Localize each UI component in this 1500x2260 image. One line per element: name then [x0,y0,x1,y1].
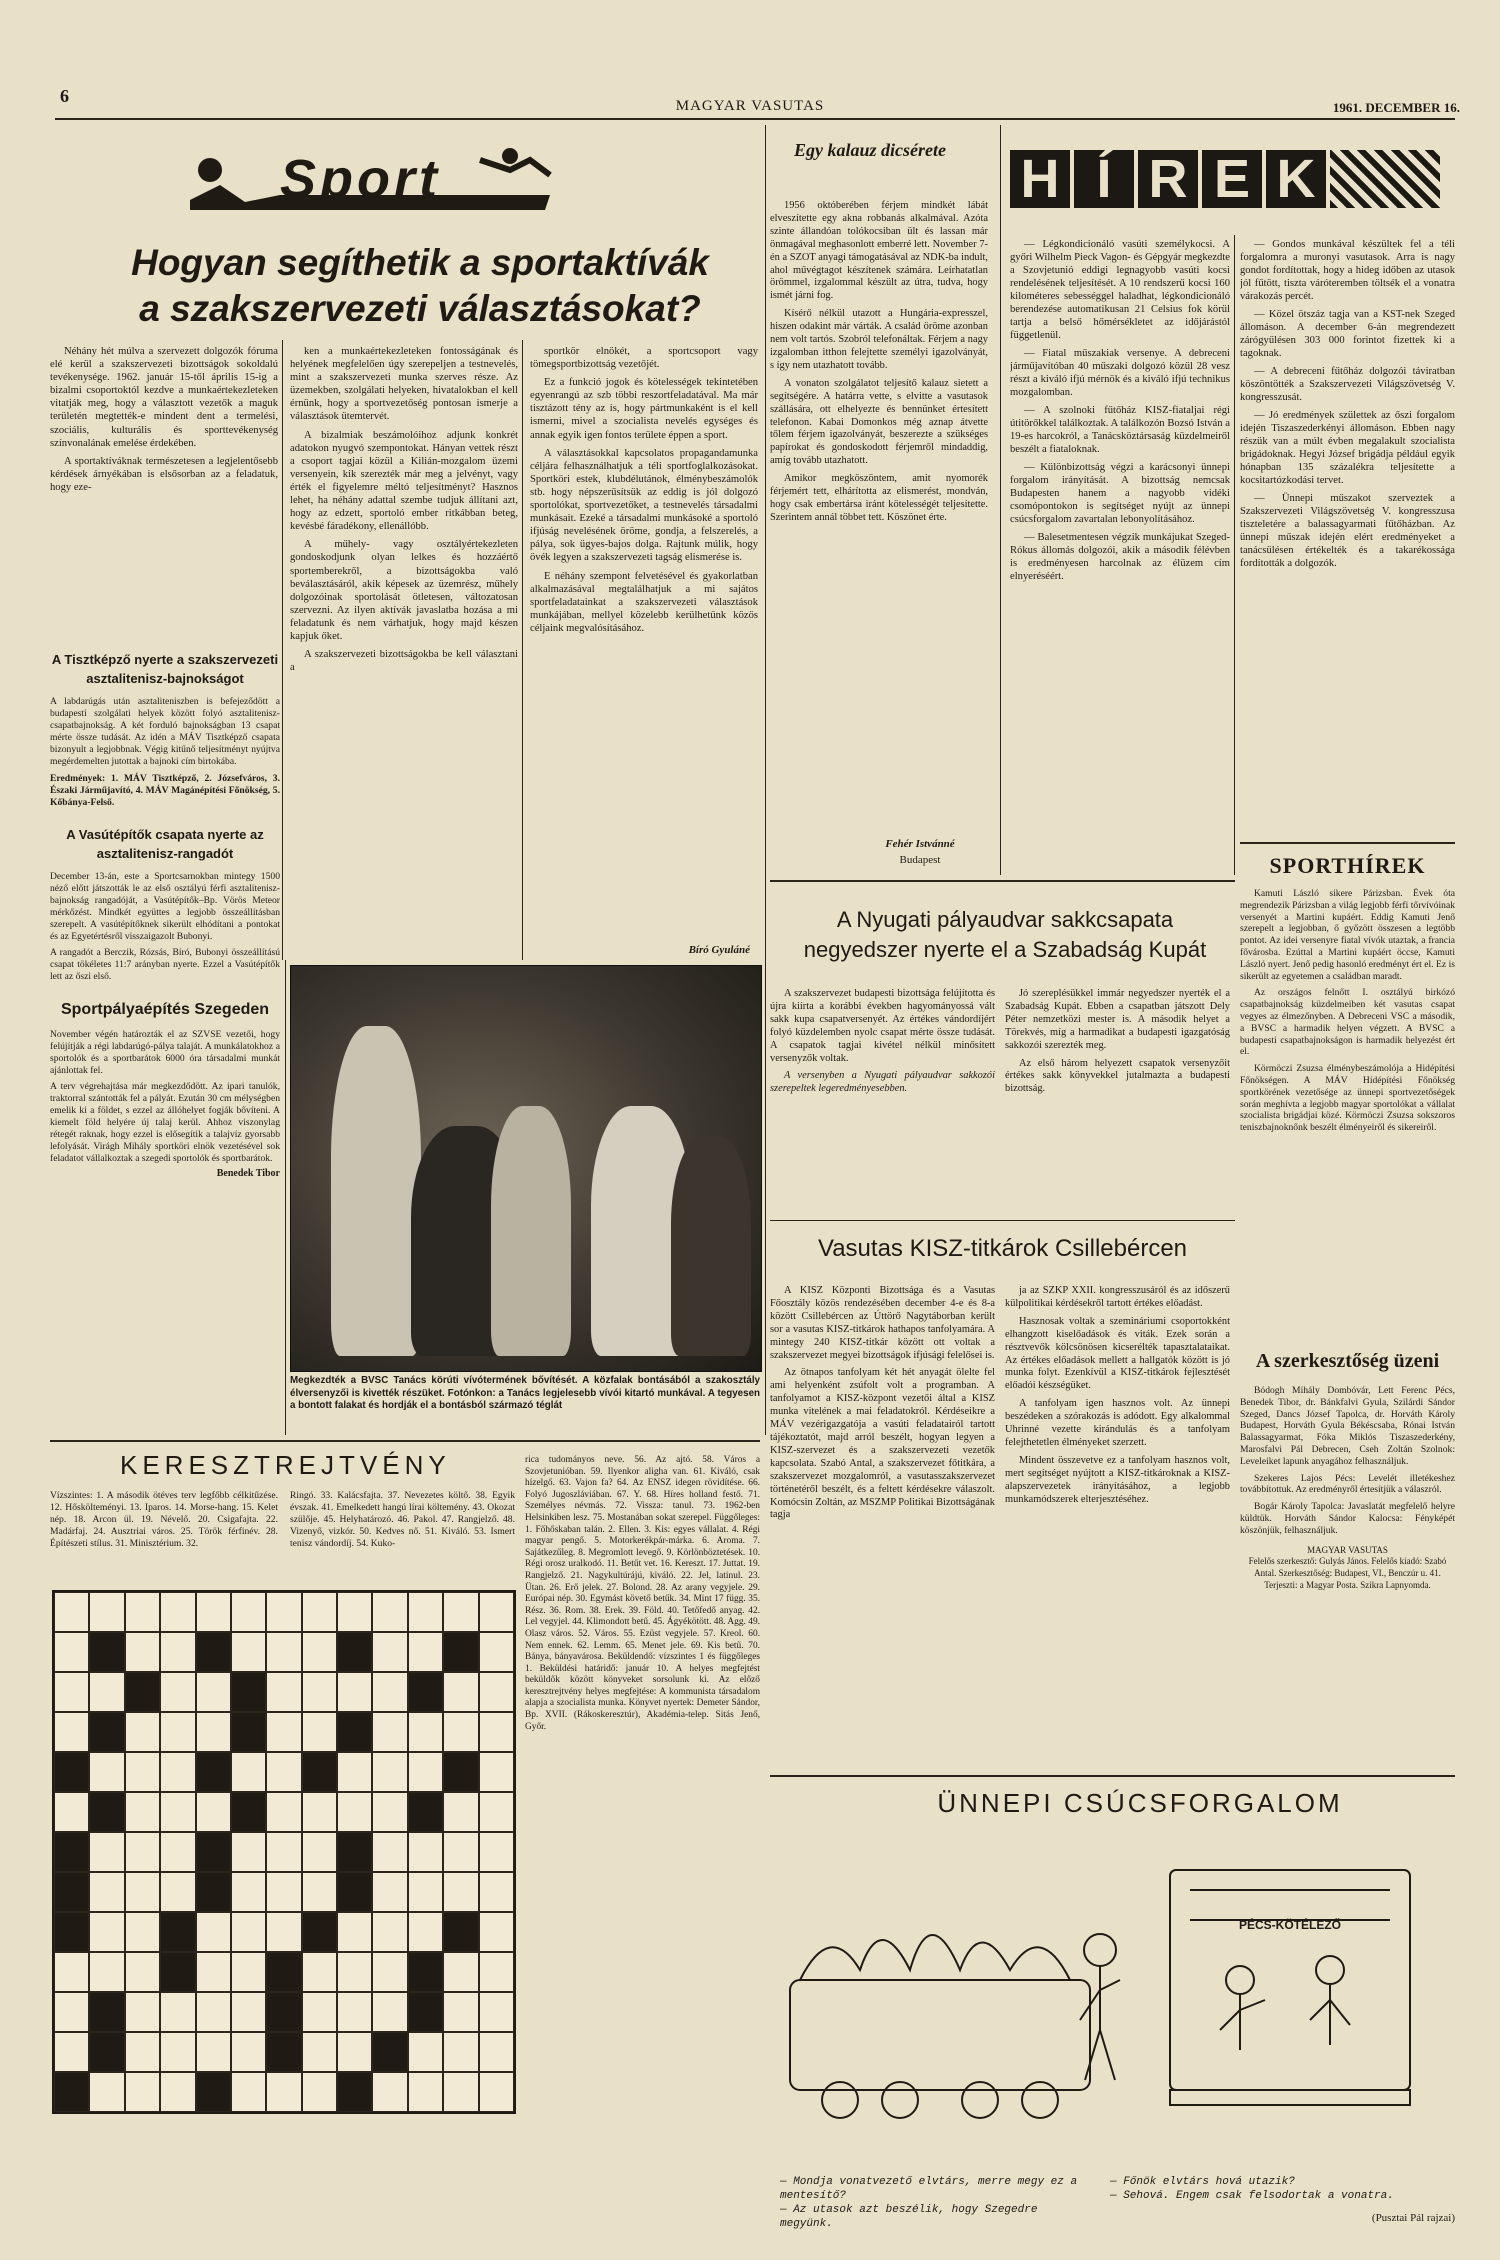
crossword-cell [196,1992,231,2032]
kisz-para: Hasznosak voltak a szemináriumi csoportokként elhangzott kiselőadások és viták. Ezek során a résztvevők kölcsönösen kicserélték tapasztalataikat. Az értékes előadások mellett a hallgatók között is jó munka folyt. Ezenkívül a KISZ-titkárok fejlesztését előadói készségüket. [1005,1315,1230,1392]
crossword-cell [408,1992,443,2032]
crossword-cell [160,1672,195,1712]
kisz-para: ja az SZKP XXII. kongresszusáról és az időszerű külpolitikai kérdésekről tartott értékes előadást. [1005,1285,1230,1309]
crossword-cell [196,1592,231,1632]
hirek-col-b [1240,238,1455,838]
crossword-cell [443,1752,478,1792]
sport-article-col3 [530,345,758,940]
crossword-cell [89,1832,124,1872]
crossword-cell [408,2072,443,2112]
chess-rule [770,880,1235,882]
crossword-cell [231,1672,266,1712]
crossword-cell [372,1592,407,1632]
crossword-cell [125,2032,160,2072]
hirek-item: — Balesetmentesen végzik munkájukat Szeged-Rókus állomás dolgozói, akik a második félévben is eredményesen harcolnak az élüzem cím elnyeréséért. [1010,532,1230,582]
crossword-cell [160,1912,195,1952]
crossword-cell [337,1872,372,1912]
crossword-cell [89,1792,124,1832]
crossword-cell [160,1792,195,1832]
crossword-cell [302,1752,337,1792]
kisz-para: A KISZ Központi Bizottsága és a Vasutas Főosztály közös rendezésében december 4-e és 8-a között Csillebércen az Úttörő Nagytáborban került sor a vasutas KISZ-titkárok hathapos tanfolyamára. A mintegy 240 KISZ-titkár között ott voltak a szakszervezet megyei bizottságok ifjúsági felelősei is. [770,1285,995,1361]
crossword-cell [443,1712,478,1752]
col-rule [1234,235,1235,875]
editor-para: Bogár Károly Tapolca: Javaslatát megfelelő helyre küldtük. Horváth Sándor Kalocsa: Fényképét köszönjük, felhasználjuk. [1240,1501,1455,1536]
photo-caption: Megkezdték a BVSC Tanács körúti vívótermének bővítését. A közfalak bontásából a szakosztály élversenyzői is kivették részüket. Fotónkon: a Tanács legjelesebb vívói kitartó munkával. A tegyesen a bontott falakat és hordják el a bontásból származó téglát [290,1375,760,1411]
crossword-cell [302,1912,337,1952]
cartoon-title: ÜNNEPI CSÚCSFORGALOM [937,1788,1343,1818]
hirek-item: — A szolnoki fűtőház KISZ-fiataljai régi útitörőkkel találkoztak. A találkozón Bozsó István a 19-es harcokról, a Tanácsköztársaság küzdelmeiről beszélt a fiataloknak. [1010,405,1230,455]
crossword-cell [266,1592,301,1632]
tisztkepzo-results: Eredmények: 1. MÁV Tisztképző, 2. Józsefváros, 3. Északi Járműjavító, 4. MÁV Magánépítési Főnökség, 5. Kőbánya-Felső. [50,773,280,808]
crossword-cell [479,1872,514,1912]
hirek-item: — Fiatal műszakiak versenye. A debreceni járműjavítóban 40 műszaki dolgozó közül 28 vesz részt a kiváló ifjú mérnök és a kiváló ifjú technikus mozgalomban. [1010,348,1230,398]
crossword-cell [408,1632,443,1672]
crossword-cell [231,1752,266,1792]
cartoon-caption-1 [780,2175,1090,2231]
crossword-cell [54,1872,89,1912]
praise-place: Budapest [899,854,941,866]
crossword-cell [160,2032,195,2072]
crossword-cell [54,1752,89,1792]
crossword-cell [196,1832,231,1872]
crossword-cell [125,1792,160,1832]
editor-para: Szekeres Lajos Pécs: Levelét illetékeshez továbbítottuk. Az eredményről értesítjük a válaszról. [1240,1472,1455,1496]
crossword-cell [372,1712,407,1752]
crossword-cell [160,1752,195,1792]
crossword-cell [196,1792,231,1832]
praise-article [770,200,988,835]
crossword-cell [266,1912,301,1952]
crossword-cell [196,2072,231,2112]
crossword-cell [266,2032,301,2072]
crossword-cell [372,1752,407,1792]
crossword-cell [266,1632,301,1672]
crossword-cell [89,2072,124,2112]
crossword-cell [196,1752,231,1792]
crossword-cell [408,1712,443,1752]
left-articles [50,640,280,1540]
crossword-cell [125,1592,160,1632]
crossword-cell [54,1672,89,1712]
crossword-cell [479,2072,514,2112]
crossword-cell [54,1912,89,1952]
kisz-para: Az ötnapos tanfolyam két hét anyagát ölelte fel ami helyenként zsúfolt volt a programban. A tanfolyamot a KISZ-központ vezetői által a KISZ munka vitelének a mai feladatokról. Kérdéseikre a MÁV vezérigazgatója a vasúti feladatairól tartott tájékoztatót, majd arról beszélt, hogyan legyen a KISZ-szervezet és a szakszervezeti vezetők kapcsolata. Szabó Antal, a szakszervezet főtitkára, a szakszervezet mozgalomról, a vasutasszakszervezet történetéről beszélt, és a feltett kérdésekre válaszolt. Komócsin Zoltán, az MSZMP Politikai Bizottságának tagja [770,1367,995,1521]
crossword-cell [337,1672,372,1712]
crossword-cell [372,1632,407,1672]
sport-para: A szakszervezeti bizottságokba be kell választani a [290,649,518,674]
sport-article-col1 [50,345,278,630]
editor-title: A szerkesztőség üzeni [1255,1350,1440,1372]
crossword-cell [479,1792,514,1832]
col-rule [765,125,766,1435]
crossword-clues-right: rica tudományos neve. 56. Az ajtó. 58. Város a Szovjetunióban. 59. Ilyenkor aligha van. 61. Kiváló, csak hízelgő. 63. Vajon fa? 64. Az ENSZ idegen rövidítése. 66. Folyó Jugoszláviában. 67. Y. 68. Híres holland festő. 71. Személyes névmás. 72. Vissza: tanul. 73. 1962-ben Helsinkiben lesz. 75. Mostanában sokat szerepel. Függőleges: 1. Főhőskaban talán. 2. Ellen. 3. Kis: egyes vállalat. 4. Régi magyar pengő. 5. Motorkerékpár-márka. 6. Aroma. 7. Sajátkezűleg. 8. Megromlott levegő. 9. Körlönböztetések. 10. Régi orosz uralkodó. 11. Betűt vet. 16. Kereszt. 17. Juttat. 19. Rangjelző. 21. Nagykultúrájú, kiváló. 22. Jel, latinul. 23. Ütan. 26. Erő jelek. 27. Bolond. 28. Az arany vegyjele. 29. Európai nép. 30. Egymást követő betűk. 34. Mint 17 függ. 35. Rész. 36. Rom. 38. Erek. 39. Föld. 40. Tetőfedő anyag. 42. Lel vegyjel. 44. Klimondott betű. 45. Ágyékötött. 48. Agg. 49. Olasz város. 52. Város. 55. Ezüst vegyjele. 57. Kreol. 60. Nem ennek. 62. Lemm. 65. Menet jele. 69. Kis betű. 70. Bánya, bányavárosa. Beküldendő: vízszintes 1 és függőleges 1. Beküldési határidő: január 10. A helyes megfejtést beküldők között könyveket sorsolunk ki. Az előző keresztrejtvény helyes megfejtése: A kommunista társadalom alapja a szocialista munka. Könyvet nyertek: Demeter Sándor, Bp. XVII. (Rákoskeresztúr), Akadémia-telep. Sitás Jenő, Győr. [525,1455,760,1732]
crossword-cell [337,1632,372,1672]
crossword-cell [125,1632,160,1672]
tisztkepzo-title: A Tisztképző nyerte a szakszervezeti asztalitenisz-bajnokságot [51,652,279,686]
crossword-cell [89,1992,124,2032]
crossword-cell [231,1592,266,1632]
cartoon-sign: PÉCS-KÖTÉLEZŐ [1238,1918,1341,1932]
chess-para: A versenyben a Nyugati pályaudvar sakkozói szerepeltek legeredményesebben. [770,1070,995,1095]
bvsc-photo [290,965,762,1372]
crossword-cell [372,1992,407,2032]
crossword-cell [266,2072,301,2112]
crossword-cell [443,2072,478,2112]
crossword-cell [408,1672,443,1712]
chess-headline: A Nyugati pályaudvar sakkcsapata negyedszer nyerte el a Szabadság Kupát [803,907,1207,962]
crossword-cell [337,1592,372,1632]
hirek-letter: Í [1074,150,1134,208]
crossword-cell [372,1672,407,1712]
crossword-cell [479,1952,514,1992]
crossword-cell [125,1752,160,1792]
crossword-cell [302,2072,337,2112]
crossword-cell [266,1672,301,1712]
crossword-cell [196,2032,231,2072]
crossword-cell [231,1952,266,1992]
crossword-cell [372,1952,407,1992]
crossword-cell [337,1792,372,1832]
crossword-cell [443,1832,478,1872]
cartoon-credit: (Pusztai Pál rajzai) [1371,2212,1455,2224]
sporthirek-title: SPORTHÍREK [1269,853,1426,878]
chess-para: Az első három helyezett csapatok versenyzőit értékes sakk könyvekkel jutalmazta a budapesti bizottság. [1005,1057,1230,1095]
crossword-cell [479,1992,514,2032]
crossword-cell [89,1672,124,1712]
crossword-cell [196,1952,231,1992]
crossword-cell [443,1912,478,1952]
crossword-cell [337,1992,372,2032]
crossword-cell [231,1992,266,2032]
crossword-cell [125,1712,160,1752]
crossword-cell [443,1632,478,1672]
crossword-cell [160,1992,195,2032]
crossword-cell [266,1952,301,1992]
crossword-cell [89,1592,124,1632]
crossword-cell [54,1592,89,1632]
crossword-cell [302,1592,337,1632]
chess-para: A szakszervezet budapesti bizottsága felújította és újra kiírta a korábbi években hagyományossá vált sakk kupa csapatversenyét. Az értékes vándordíjért folyó küzdelemben nyolc csapat mérte össze tudását. A csapatok tagjai kivétel nélkül minősített versenyzők voltak. [770,988,995,1064]
crossword-cell [479,2032,514,2072]
hirek-pattern [1330,150,1440,208]
crossword-cell [302,1792,337,1832]
sport-article-col2 [290,345,518,960]
tisztkepzo-text: A labdarúgás után asztaliteniszben is befejeződött a budapesti szolgálati helyek között folyó asztalitenisz-csapatbajnokság. A két forduló bajnokságban 13 csapat mérte össze tudását. Az idén a MÁV Tisztképző csapata bizonyult a legjobbnak. Végig kitűnő teljesítményt nyújtva megérdemelten jutottak a bajnoki cím birtokába. [50,696,280,767]
chess-para: Jó szereplésükkel immár negyedszer nyerték el a Szabadság Kupát. Ebben a csapatban játszott Dely Péter nemzetközi mester is. A második helyet a Törekvés, míg a harmadikat a budapesti igazgatóság sakkozói szerezték meg. [1005,988,1230,1051]
crossword-cell [160,1872,195,1912]
photo-figure [331,1026,421,1356]
crossword-cell [372,1792,407,1832]
hirek-item: — Jó eredmények születtek az őszi forgalom idején Tiszaszederkényi állomáson. Ebben nagy részük van a múlt évben megalakult szocialista brigádoknak. Hegyi József brigádja például egyik hónapban 135 százalékra teljesítette a kocsitartózkodási tervet. [1240,410,1455,486]
sport-banner-text: Sport [280,149,441,209]
crossword-cell [231,1872,266,1912]
crossword-cell [408,1832,443,1872]
hirek-letter: R [1138,150,1198,208]
sport-banner [150,140,590,220]
kisz-col-a [770,1285,995,1765]
crossword-cell [479,1632,514,1672]
crossword-cell [160,1952,195,1992]
crossword-cell [231,1792,266,1832]
crossword-cell [54,2072,89,2112]
cartoon-drawing [770,1830,1455,2170]
crossword-cell [408,1872,443,1912]
crossword-cell [443,1592,478,1632]
hirek-item: — Különbizottság végzi a karácsonyi ünnepi forgalom irányítását. A bizottság nemcsak Budapesten hanem a nagyobb vidéki csomópontokon is segítséget nyújt az ünnepi csúcsforgalom zavartalan lebonyolításához. [1010,462,1230,525]
crossword-cell [160,1632,195,1672]
crossword-cell [408,2032,443,2072]
hirek-letter: K [1266,150,1326,208]
crossword-cell [337,2072,372,2112]
sport-para: sportkör elnökét, a sportcsoport vagy tömegsportbizottság vezetőjét. [530,346,758,371]
left-rule [285,960,286,1435]
crossword-cell [89,1912,124,1952]
praise-para: Amikor megköszöntem, amit nyomorék férjemért tett, elhárította az elismerést, mondván, hogy csak embertársa iránt kötelességét teljesítette. Szerintem annál többet tett. Köszönet érte. [770,473,988,523]
szeged-text: November végén határozták el az SZVSE vezetői, hogy felújítják a régi labdarúgó-pálya talaját. A munkálatokhoz a sportolók és a sportbarátok 6000 óra társadalmi munkát ajánlottak fel. [50,1029,280,1076]
crossword-cell [443,1872,478,1912]
crossword-cell [337,2032,372,2072]
crossword-rule [50,1440,760,1442]
hirek-item: — Gondos munkával készültek fel a téli forgalomra a muronyi vasutasok. Arra is nagy gondot fordítottak, hogy a hideg időben az utasok jól fűtött, tiszta váróteremben töltsék el a vonatra várakozás percét. [1240,239,1455,302]
sport-para: Néhány hét múlva a szervezett dolgozók fóruma elé kerül a szakszervezeti bizottságok sokoldalú tevékenysége. 1962. január 15-től április 15-ig a bizalmi csoportoktól kezdve a munkaértekezleteken vitatják meg, hogy a választott vezetők a maguk területén megtették-e mindent dent a termelési, szociális, kulturális és sporttevékenység színvonalának emelése érdekében. [50,346,278,449]
praise-title: Egy kalauz dicsérete [794,140,946,160]
crossword-cell [479,1592,514,1632]
hirek-letter: H [1010,150,1070,208]
sporthirek-item: Az országos felnőtt I. osztályú birkózó csapatbajnokság küzdelmeiben két vasutas csapat vegyes az élmezőnyben. A Debreceni VSC a második, a BVSC a harmadik helyen végzett. A BVSC a budapesti csapatbajnokságon is harmadik helyezést ért el. [1240,987,1455,1058]
crossword-cell [125,1952,160,1992]
crossword-cell [160,1712,195,1752]
cartoon-art [770,1830,1455,2170]
hirek-col-a [1010,238,1230,878]
crossword-cell [372,1832,407,1872]
kisz-rule [770,1220,1235,1221]
kisz-para: A tanfolyam igen hasznos volt. Az ünnepi beszédeken a szórakozás is adódott. Egy alkalommal Uhrinné vezette kirándulás és a tanfolyam felejthetetlen élményeket szerzett. [1005,1398,1230,1448]
crossword-cell [266,1712,301,1752]
hirek-item: — A debreceni fűtőház dolgozói táviratban köszöntötték a Szakszervezeti Világszövetség V. kongresszusát. [1240,366,1455,403]
crossword-cell [54,2032,89,2072]
szeged-text2: A terv végrehajtása már megkezdődött. Az ipari tanulók, traktorral szántották fel a pályát. Ezután 30 cm mélységben emelik ki a földet, s ezzel az állóhelyet fogják bővíteni. A kiemelt föld helyére új talaj kerül. Ahhoz viszonylag rétegét raknak, hogy ezzel is elősegítik a talajvíz gyorsabb lefolyását. Virágh Mihály sportköri elnök vezetésével sok feladatot vállalkoztak a szegedi sportolók és sportbarátok. [50,1081,280,1164]
crossword-cell [443,2032,478,2072]
crossword-cell [372,1872,407,1912]
crossword-cell [372,2072,407,2112]
crossword-cell [196,1712,231,1752]
crossword-cell [231,1632,266,1672]
sporthirek-rule [1240,842,1455,844]
crossword-cell [89,1632,124,1672]
crossword-cell [266,1752,301,1792]
crossword-cell [54,1632,89,1672]
sporthirek-item: Kamuti László sikere Párizsban. Évek óta megrendezik Párizsban a világ legjobb férfi tőrvívóinak versenyét a Martini kupáért. Eddig Kamuti Jenő szerepelt a legjobban, ő győzött összesen a legtöbb pontot. Az idei versenyre fiatal vívók utaztak, a francia fővárosba. Ezúttal a Martini kupáért öccse, Kamuti László nyert. Jenő pedig hasonló eredményt ért el. Ez is sikerült az egyetemen a családban maradt. [1240,888,1455,982]
crossword-cell [231,1712,266,1752]
szeged-author: Benedek Tibor [216,1168,280,1179]
crossword-cell [160,2072,195,2112]
crossword-cell [302,1872,337,1912]
cartoon-caption-2 [1110,2175,1455,2203]
vasutepitok-title: A Vasútépítők csapata nyerte az asztalitenisz-rangadót [66,827,264,861]
sport-author: Bíró Gyuláné [688,944,750,956]
cartoon-caption-line: — Mondja vonatvezető elvtárs, merre megy ez a mentesítő? [780,2176,1078,2202]
crossword-cell [231,1832,266,1872]
kisz-para: Mindent összevetve ez a tanfolyam hasznos volt, mert segítséget nyújtott a KISZ-titkároknak a KISZ-alapszervezetek irányításához, a legjobb munkamódszerek elterjesztéséhez. [1005,1454,1230,1505]
crossword-cell [125,2072,160,2112]
crossword-title: KERESZTREJTVÉNY [120,1450,451,1480]
crossword-cell [408,1912,443,1952]
crossword-cell [337,1832,372,1872]
crossword-cell [196,1872,231,1912]
crossword-cell [89,2032,124,2072]
praise-para: 1956 októberében férjem mindkét lábát elveszítette egy akna robbanás alkalmával. Azóta szinte állandóan tolókocsiban ült és lassan már önmagával meghasonlott emberré lett. November 7-én a SZOT anyagi támogatásával az NDK-ba indult, ahol művégtagot készítenek számára. Leírhatatlan örömmel, izgalommal készült az útra, tudva, hogy ismét járni fog. [770,200,988,302]
vasutepitok-text2: A rangadót a Berczik, Rózsás, Bíró, Bubonyi összeállítású csapat tökéletes 11:7 arányban nyerte. Ezzel a Vasútépítők lett az őszi első. [50,947,280,982]
sport-para: Ez a funkció jogok és kötelességek tekintetében egyenrangú az szb többi reszortfeladatával. Ma már tisztázott tény az is, hogy pártmunkaként is el kell ismerni, mivel a szocialista nevelés egységes és annak egyik igen fontos területe éppen a sport. [530,377,758,441]
crossword-cell [89,1952,124,1992]
crossword-cell [408,1952,443,1992]
cartoon-rule [770,1775,1455,1777]
crossword-cell [479,1912,514,1952]
crossword-cell [302,1992,337,2032]
crossword-cell [337,1712,372,1752]
sport-para: A bizalmiak beszámolóihoz adjunk konkrét adatokon nyugvó szempontokat. Hányan vettek részt a csoport tagjai közül a Kilián-mozgalom üzemi versenyein, kik szerezték már meg a jelvényt, vagy érték el figyelemre méltó teljesítményt? Hasznos lehet, ha néhány adattal szembe tudjuk állítani azt, hogy az edzett, sportoló ember ritkábban beteg, kevésbé fáradékony, ellenállóbb. [290,429,518,533]
hirek-item: — Légkondicionáló vasúti személykocsi. A győri Wilhelm Pieck Vagon- és Gépgyár megkezdte a Szovjetunió eddigi legnagyobb vasúti kocsi rendelésének teljesítését. A 10 rendszerű kocsi 160 kilométeres sebességgel haladhat, légkondicionáló berendezése automatikusan 21 Celsius fok körül tartja a belső hőmérsékletet az időjárástól függetlenül. [1010,239,1230,341]
sporthirek-items [1240,888,1455,1338]
crossword-cell [302,1672,337,1712]
col-rule [522,340,523,960]
chess-col-a [770,988,995,1238]
crossword-cell [54,1712,89,1752]
crossword-cell [443,1952,478,1992]
crossword-cell [54,1792,89,1832]
crossword-cell [89,1752,124,1792]
editor-text [1240,1385,1455,1725]
crossword-cell [231,2032,266,2072]
praise-para: Kísérő nélkül utazott a Hungária-expresszel, hiszen odakint már várták. A család öröme azonban nem volt tartós. Szobról telefonáltak. Férjem a nagy izgalomban itthon felejtette személyi igazolványát, s így nem utazhatott tovább. [770,308,988,371]
crossword-cell [302,1632,337,1672]
crossword-cell [266,1832,301,1872]
sport-para: A sportaktíváknak természetesen a legjelentősebb kérdések árnyékában is elsősorban az a feladatuk, hogy eze- [50,455,278,493]
cartoon-caption-line: — Sehová. Engem csak felsodortak a vonatra. [1110,2190,1394,2202]
cartoon-caption-line: — Főnök elvtárs hová utazik? [1110,2176,1295,2188]
crossword-cell [372,1912,407,1952]
crossword-cell [479,1832,514,1872]
sport-para: A műhely- vagy osztályértekezleten gondoskodjunk olyan lelkes és hozzáértő sportemberekről, a bizottságokba való beválasztásáról, akik képesek az üzemrész, műhely dolgozóinak sportolását ötletesen, változatosan szervezni. Az ilyen aktívák javaslatba hozása a mi feladatunk és nem várhatjuk, hogy majd készen kapjuk őket. [290,539,518,642]
szeged-title: Sportpályaépítés Szegeden [60,1001,270,1018]
col-rule [1000,125,1001,875]
crossword-cell [54,1832,89,1872]
praise-author: Fehér Istvánné [885,838,955,850]
sport-para: ken a munkaértekezleteken fontosságának és helyének megfelelően úgy szerepeljen a testnevelés, mint a szakszervezeti munka szerves része. Az üzemekben, szolgálati helyeken, hivatalokban el kell érnünk, hogy a sportvezetőség pontosan ismerje a választások ütemtervét. [290,346,518,423]
hirek-banner [1010,150,1440,220]
sporthirek-item: Körmöczi Zsuzsa élménybeszámolója a Hidépítési Főnökségen. A MÁV Hídépítési Főnökség sportkörének vezetősége az ünnepi sportvezetőségek során meghívta a legjobb magyar sportolókat a vállalat szocialista brigádjai közé. Körmöczi Zsuzsa sokszoros teniszbajnoknőnk beszélt élményeiről és sikereiről. [1240,1063,1455,1134]
crossword-cell [125,1992,160,2032]
crossword-cell [160,1832,195,1872]
photo-figure [491,1106,571,1356]
hirek-letter: E [1202,150,1262,208]
crossword-cell [160,1592,195,1632]
editor-imprint: MAGYAR VASUTAS Felelős szerkesztő: Gulyás János. Felelős kiadó: Szabó Antal. Szerkesztőség: Budapest, VI., Benczúr u. 41. Terjeszti: a Magyar Posta. Szikra Lapnyomda. [1248,1544,1447,1590]
crossword-cell [231,1912,266,1952]
crossword-cell [196,1672,231,1712]
paper-name: MAGYAR VASUTAS [675,98,825,114]
hirek-item: — Ünnepi műszakot szerveztek a Szakszervezeti Világszövetség V. kongresszusa tiszteletére a balassagyarmati fűtőházban. Az ünnepi műszak idején elért eredményeket a tanácsülésen értékelték és a takarékossága fordították a dolgozók. [1240,493,1455,569]
vasutepitok-text: December 13-án, este a Sportcsarnokban mintegy 1500 néző előtt játszották le az első osztályú férfi asztalitenisz-bajnokság rangadóját, a Vasútépítők–Bp. Vörös Meteor mérkőzést. Mindkét együttes a legjobb összeállításban szerepelt. A vasútépítőknek sikerült elhódítani a pontokat és az Egyetértésről visszaigazolt Bubonyi. [50,871,280,942]
crossword-cell [54,1952,89,1992]
crossword-cell [125,1672,160,1712]
crossword-cell [302,1952,337,1992]
crossword-cell [266,1992,301,2032]
crossword-cell [408,1792,443,1832]
crossword-cell [89,1712,124,1752]
crossword-cell [125,1912,160,1952]
crossword-cell [302,1832,337,1872]
crossword-cell [196,1632,231,1672]
issue-date: 1961. DECEMBER 16. [1332,100,1460,115]
crossword-clues-mid: Ringó. 33. Kalácsfajta. 37. Nevezetes költő. 38. Egyik évszak. 41. Emelkedett hangú lírai költemény. 43. Okozat szülője. 45. Helyhatározó. 46. Pakol. 47. Rangjelző. 48. Vizenyő, vizkór. 50. Kedves nő. 51. Kiváló. 53. Ismert tenisz vándordíj. 54. Kuko- [290,1490,515,1549]
sport-headline: Hogyan segíthetik a sportaktívák a szakszervezeti választásokat? [131,242,709,329]
crossword-cell [479,1752,514,1792]
crossword-cell [302,1712,337,1752]
masthead-rule [55,118,1455,120]
crossword-cell [479,1712,514,1752]
crossword-cell [266,1792,301,1832]
crossword-cell [443,1992,478,2032]
crossword-cell [337,1912,372,1952]
crossword-cell [337,1952,372,1992]
crossword-cell [443,1792,478,1832]
crossword-cell [54,1992,89,2032]
crossword-cell [337,1752,372,1792]
crossword-cell [372,2032,407,2072]
crossword-cell [125,1872,160,1912]
hirek-item: — Közel ötszáz tagja van a KST-nek Szeged állomáson. A december 6-án megrendezett zárógyűlésen 303 000 forintot fizettek ki a tagoknak. [1240,309,1455,359]
kisz-col-b [1005,1285,1230,1765]
crossword-cell [302,2032,337,2072]
crossword-clues-left: Vízszintes: 1. A második ötéves terv legfőbb célkitűzése. 12. Hőskölteményi. 13. Iparos. 14. Morse-hang. 15. Kelet nép. 18. Arcon ül. 19. Névelő. 20. Csigafajta. 22. Madárfaj. 24. Ausztriai város. 25. Török férfinév. 28. Építészeti stílus. 31. Minisztérium. 32. [50,1490,278,1549]
editor-para: Bódogh Mihály Dombóvár, Lett Ferenc Pécs, Benedek Tibor, dr. Bánkfalvi Gyula, Szilárdi Sándor Szeged, Dancs József Tapolca, dr. Horváth Károly Budapest, Horváth Gyula Békéscsaba, Rónai István Balassagyarmat, Fóka Miklós Tiszaszederkény, Marosfalvi Pál Debrecen, Cseh Zoltán Szolnok: Leveleiket lapunk anyagához felhasználjuk. [1240,1385,1455,1467]
crossword-cell [196,1912,231,1952]
crossword-cell [266,1872,301,1912]
crossword-cell [89,1872,124,1912]
col-rule [282,340,283,960]
crossword-cell [443,1672,478,1712]
cartoon-caption-line: — Az utasok azt beszélik, hogy Szegedre megyünk. [780,2204,1038,2230]
crossword-cell [479,1672,514,1712]
sport-para: A választásokkal kapcsolatos propagandamunka céljára felhasználhatjuk a téli sportfoglalkozásokat. Sportköri estek, klubdélutánok, élménybeszámolók stb. hogy népszerűsítsük az eddig is jól dolgozó sportolókat, sportvezetőket, a testnevelés társadalmi munkásait. Ezeké a társadalmi munkásoké a sportoló ifjúság nevelésének öröme, gondja, a felszerelés, a pálya, sok ügyes-bajos dolga. Rajtunk múlik, hogy övék legyen a szakszervezeti tagság elismerése is. [530,447,758,564]
kisz-headline: Vasutas KISZ-titkárok Csillebércen [817,1235,1188,1262]
crossword-cell [231,2072,266,2112]
crossword-cell [408,1752,443,1792]
praise-para: A vonaton szolgálatot teljesítő kalauz sietett a segítségére. A határra vette, s elvitte a vasutasok szállására, ott elhelyezte és bennünket értesített telefonon. Kabai Domonkos még aznap átvette tőlem férjem igazolványát, beszerezte a szükséges papírokat és gondoskodott férjemről mindaddig, amíg tovább utazhatott. [770,377,988,467]
sport-para: E néhány szempont felvetésével és gyakorlatban alkalmazásával megtalálhatjuk a mi sajátos sportfeladatainkat a szakszervezeti választások munkájában, mellyel közelebb kerülhetünk közös céljaink megvalósításához. [530,570,758,634]
crossword-cell [408,1592,443,1632]
page-number: 6 [60,86,69,106]
chess-col-b [1005,988,1230,1238]
crossword-grid [52,1590,516,2114]
photo-figure [671,1136,751,1356]
crossword-cell [125,1832,160,1872]
